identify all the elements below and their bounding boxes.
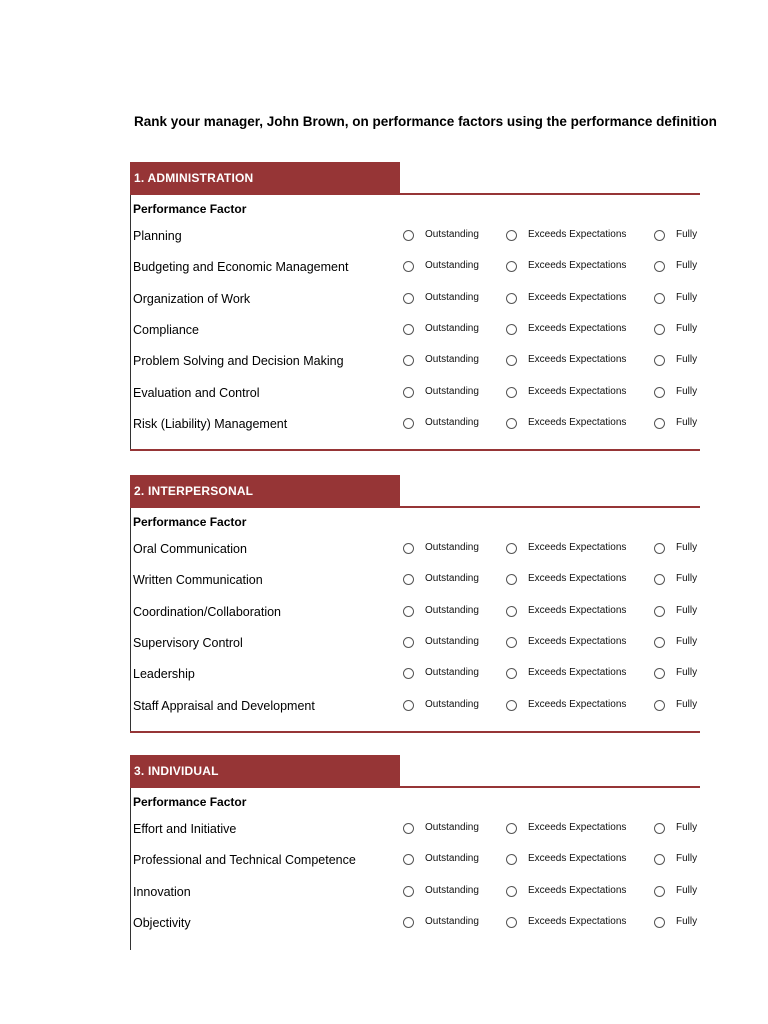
factor-label: Objectivity [133,915,191,930]
rating-option-label: Outstanding [425,604,479,616]
radio-button[interactable] [403,261,414,272]
rating-option-label: Exceeds Expectations [528,698,627,710]
factor-row [130,255,700,281]
rating-option-label: Outstanding [425,915,479,927]
rating-option-label: Fully [676,698,698,710]
rating-option-label: Outstanding [425,260,479,272]
factor-label: Leadership [133,667,195,682]
radio-button[interactable] [403,886,414,897]
rating-option-label: Exceeds Expectations [528,853,627,865]
section-header-rule [130,786,700,788]
factor-label: Compliance [133,322,200,337]
section-header: 2. INTERPERSONAL [130,475,400,507]
radio-button[interactable] [403,854,414,865]
rating-option-label: Outstanding [425,291,479,303]
radio-button[interactable] [654,854,665,865]
factor-row [130,349,700,375]
radio-button[interactable] [506,637,517,648]
radio-button[interactable] [654,324,665,335]
factor-label: Planning [133,229,182,243]
rating-option-label: Outstanding [425,542,479,553]
rating-option-label: Exceeds Expectations [528,635,627,647]
rating-option-label: Fully [676,322,698,334]
radio-button[interactable] [654,700,665,711]
rating-option-label: Fully [676,635,698,647]
factor-label: Organization of Work [133,291,251,306]
rating-option-label: Fully [676,260,698,272]
factor-label: Staff Appraisal and Development [133,698,315,713]
radio-button[interactable] [506,230,517,241]
rating-option-label: Fully [676,573,698,585]
radio-button[interactable] [403,293,414,304]
radio-button[interactable] [506,387,517,398]
factor-row [130,412,700,438]
radio-button[interactable] [403,606,414,617]
rating-option-label: Exceeds Expectations [528,604,627,616]
rating-option-label: Outstanding [425,635,479,647]
rating-option-label: Fully [676,604,698,616]
factor-label: Innovation [133,884,191,899]
radio-button[interactable] [403,543,414,554]
factor-label: Evaluation and Control [133,385,260,400]
radio-button[interactable] [506,917,517,928]
factor-row [130,224,700,250]
section-bottom-rule [130,449,700,451]
performance-factor-label: Performance Factor [133,515,247,529]
factor-row [130,911,700,937]
radio-button[interactable] [403,355,414,366]
rating-option-label: Outstanding [425,698,479,710]
factor-label: Risk (Liability) Management [133,416,288,431]
rating-option-label: Fully [676,915,698,927]
factor-row [130,287,700,313]
radio-button[interactable] [654,230,665,241]
factor-label: Problem Solving and Decision Making [133,354,344,369]
section-2 [130,475,700,733]
radio-button[interactable] [506,324,517,335]
rating-option-label: Fully [676,291,698,303]
rating-option-label: Exceeds Expectations [528,260,627,272]
rating-option-label: Outstanding [425,822,479,833]
rating-option-label: Exceeds Expectations [528,915,627,927]
radio-button[interactable] [654,418,665,429]
section-header-rule [130,506,700,508]
rating-option-label: Outstanding [425,229,479,240]
radio-button[interactable] [403,917,414,928]
rating-option-label: Outstanding [425,416,479,428]
radio-button[interactable] [654,886,665,897]
radio-button[interactable] [654,917,665,928]
radio-button[interactable] [654,543,665,554]
radio-button[interactable] [654,293,665,304]
factor-row [130,631,700,657]
section-header: 1. ADMINISTRATION [130,162,400,194]
radio-button[interactable] [654,823,665,834]
radio-button[interactable] [506,418,517,429]
radio-button[interactable] [506,668,517,679]
factor-label: Professional and Technical Competence [133,853,356,868]
rating-option-label: Fully [676,385,698,397]
factor-label: Written Communication [133,573,263,588]
rating-option-label: Fully [676,822,698,833]
rating-option-label: Fully [676,542,698,553]
factor-row [130,694,700,720]
radio-button[interactable] [506,261,517,272]
factor-row [130,662,700,688]
radio-button[interactable] [506,700,517,711]
radio-button[interactable] [506,823,517,834]
radio-button[interactable] [403,668,414,679]
section-3 [130,755,700,950]
radio-button[interactable] [654,387,665,398]
factor-row [130,880,700,906]
rating-option-label: Exceeds Expectations [528,291,627,303]
factor-row [130,817,700,843]
radio-button[interactable] [403,418,414,429]
rating-option-label: Fully [676,416,698,428]
radio-button[interactable] [654,355,665,366]
factor-row [130,600,700,626]
radio-button[interactable] [403,637,414,648]
radio-button[interactable] [506,886,517,897]
radio-button[interactable] [506,854,517,865]
rating-option-label: Outstanding [425,322,479,334]
radio-button[interactable] [506,355,517,366]
rating-option-label: Exceeds Expectations [528,229,627,240]
factor-label: Effort and Initiative [133,822,237,836]
rating-option-label: Outstanding [425,667,479,679]
rating-option-label: Outstanding [425,573,479,585]
rating-option-label: Exceeds Expectations [528,385,627,397]
form-title: Rank your manager, John Brown, on performance factors using the performance definition [134,114,717,129]
section-header-rule [130,193,700,195]
rating-option-label: Fully [676,354,698,366]
factor-row [130,537,700,563]
factor-row [130,381,700,407]
rating-option-label: Exceeds Expectations [528,322,627,334]
radio-button[interactable] [403,230,414,241]
radio-button[interactable] [654,261,665,272]
rating-option-label: Exceeds Expectations [528,884,627,896]
rating-option-label: Fully [676,853,698,865]
factor-row [130,568,700,594]
rating-option-label: Exceeds Expectations [528,354,627,366]
radio-button[interactable] [654,668,665,679]
radio-button[interactable] [506,543,517,554]
factor-row [130,318,700,344]
section-1 [130,162,700,451]
rating-option-label: Fully [676,884,698,896]
factor-label: Coordination/Collaboration [133,604,282,619]
rating-option-label: Exceeds Expectations [528,667,627,679]
rating-option-label: Exceeds Expectations [528,416,627,428]
radio-button[interactable] [403,324,414,335]
factor-label: Budgeting and Economic Management [133,260,349,275]
radio-button[interactable] [506,293,517,304]
rating-option-label: Exceeds Expectations [528,822,627,833]
radio-button[interactable] [403,823,414,834]
performance-factor-label: Performance Factor [133,202,247,216]
rating-option-label: Exceeds Expectations [528,542,627,553]
factor-label: Oral Communication [133,542,247,556]
rating-option-label: Fully [676,667,698,679]
radio-button[interactable] [403,387,414,398]
factor-label: Supervisory Control [133,635,243,650]
factor-row [130,848,700,874]
radio-button[interactable] [654,574,665,585]
section-header: 3. INDIVIDUAL [130,755,400,787]
rating-option-label: Outstanding [425,354,479,366]
radio-button[interactable] [506,606,517,617]
radio-button[interactable] [506,574,517,585]
section-bottom-rule [130,731,700,733]
rating-option-label: Exceeds Expectations [528,573,627,585]
performance-factor-label: Performance Factor [133,795,247,809]
radio-button[interactable] [403,700,414,711]
radio-button[interactable] [403,574,414,585]
rating-option-label: Outstanding [425,385,479,397]
rating-option-label: Outstanding [425,853,479,865]
radio-button[interactable] [654,606,665,617]
rating-option-label: Fully [676,229,698,240]
rating-option-label: Outstanding [425,884,479,896]
radio-button[interactable] [654,637,665,648]
